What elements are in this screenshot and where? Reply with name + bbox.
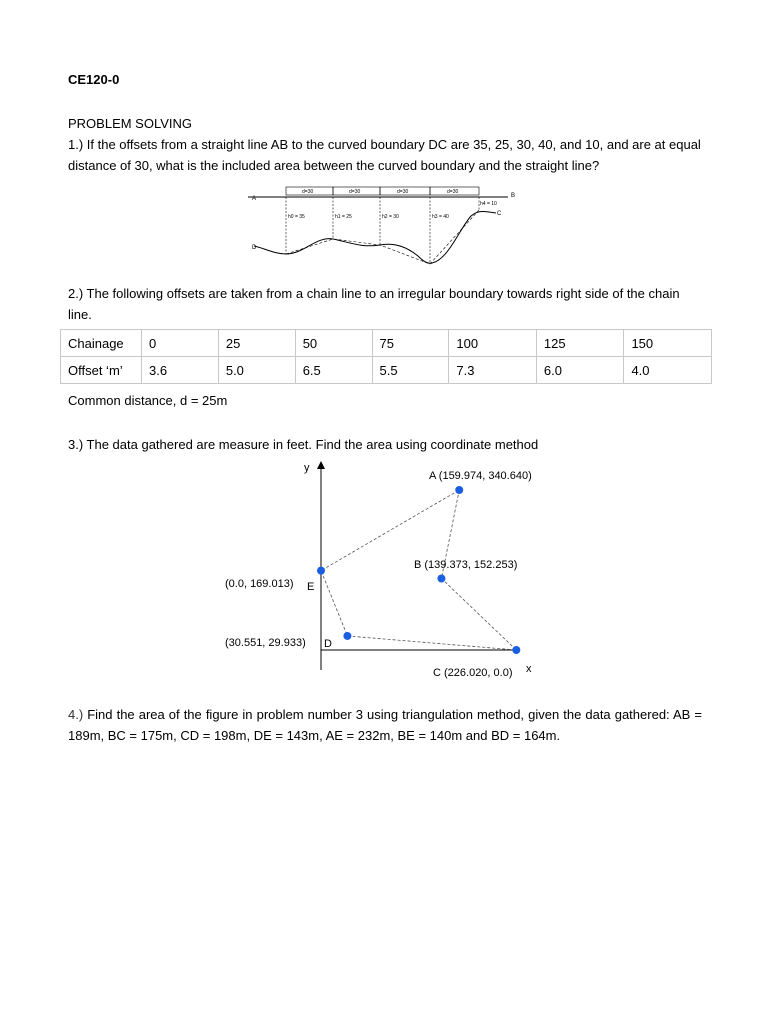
point-a-label: A <box>252 196 257 202</box>
point-b-label: B <box>511 193 516 199</box>
coordinate-plot <box>210 455 550 685</box>
table-cell: 100 <box>449 330 537 357</box>
table-cell: 4.0 <box>624 357 712 384</box>
offset-label-h0: h0 = 35 <box>288 214 305 220</box>
table-cell: 50 <box>295 330 372 357</box>
point-e-marker <box>317 567 325 575</box>
table-cell: 6.0 <box>536 357 624 384</box>
spacing-label-4: d=30 <box>447 189 459 195</box>
spacing-label-2: d=30 <box>349 189 361 195</box>
offset-table <box>60 329 712 384</box>
spacing-label-1: d=30 <box>302 189 314 195</box>
table-cell: 6.5 <box>295 357 372 384</box>
table-cell: 7.3 <box>449 357 537 384</box>
point-e-coord-label: (0.0, 169.013) <box>225 578 294 590</box>
point-e-letter: E <box>307 581 315 593</box>
point-c-coord-label: C (226.020, 0.0) <box>433 667 513 679</box>
problem-4-body: Find the area of the figure in problem number 3 using triangulation method, given the data gathered: AB = 189m, BC = 175m, CD = 198m, DE = 143m, AE = 232m, BE = 140m and BD = 164m. <box>68 707 702 743</box>
table-cell: 5.0 <box>218 357 295 384</box>
problem-3-text: 3.) The data gathered are measure in feet. Find the area using coordinate method <box>68 437 539 452</box>
table-cell: 5.5 <box>372 357 449 384</box>
point-b-coord-label: B (139.373, 152.253) <box>414 559 518 571</box>
y-axis-label: y <box>304 462 310 474</box>
point-c-marker <box>512 646 520 654</box>
table-row-chainage <box>61 330 712 357</box>
problem-4-text <box>68 704 702 746</box>
point-d-coord-label: (30.551, 29.933) <box>225 637 306 649</box>
point-labels <box>225 470 532 679</box>
offset-label-h3: h3 = 40 <box>432 214 449 220</box>
offset-label-h2: h2 = 30 <box>382 214 399 220</box>
table-cell: 150 <box>624 330 712 357</box>
problem-1-text: 1.) If the offsets from a straight line AB to the curved boundary DC are 35, 25, 30, 40, and 10, and are at equal distance of 30, what is the included area between the curved boundary and the straight line? <box>68 137 701 173</box>
spacing-label-3: d=30 <box>397 189 409 195</box>
point-a-marker <box>455 486 463 494</box>
offset-label-h1: h1 = 25 <box>335 214 352 220</box>
point-c-label: C <box>497 211 502 217</box>
table-cell: 125 <box>536 330 624 357</box>
section-title: PROBLEM SOLVING <box>68 116 193 131</box>
offset-lines <box>286 197 479 264</box>
table-cell: 0 <box>142 330 219 357</box>
table-row-offset <box>61 357 712 384</box>
problem-2-text: 2.) The following offsets are taken from a chain line to an irregular boundary towards right side of the chain line. <box>68 286 680 322</box>
point-a-coord-label: A (159.974, 340.640) <box>429 470 532 482</box>
table-header-cell: Offset ‘m’ <box>61 357 142 384</box>
offset-label-h4: h4 = 10 <box>480 201 497 207</box>
common-distance-note: Common distance, d = 25m <box>68 393 228 408</box>
point-b-marker <box>437 574 445 582</box>
table-cell: 75 <box>372 330 449 357</box>
point-d-marker <box>343 632 351 640</box>
point-d-label: D <box>252 245 257 251</box>
table-header-cell: Chainage <box>61 330 142 357</box>
point-d-letter: D <box>324 638 332 650</box>
x-axis-label: x <box>526 663 532 675</box>
problem-4-number: 4.) <box>68 707 84 722</box>
course-code: CE120-0 <box>68 72 120 87</box>
table-cell: 3.6 <box>142 357 219 384</box>
table-cell: 25 <box>218 330 295 357</box>
offset-diagram <box>246 184 522 268</box>
